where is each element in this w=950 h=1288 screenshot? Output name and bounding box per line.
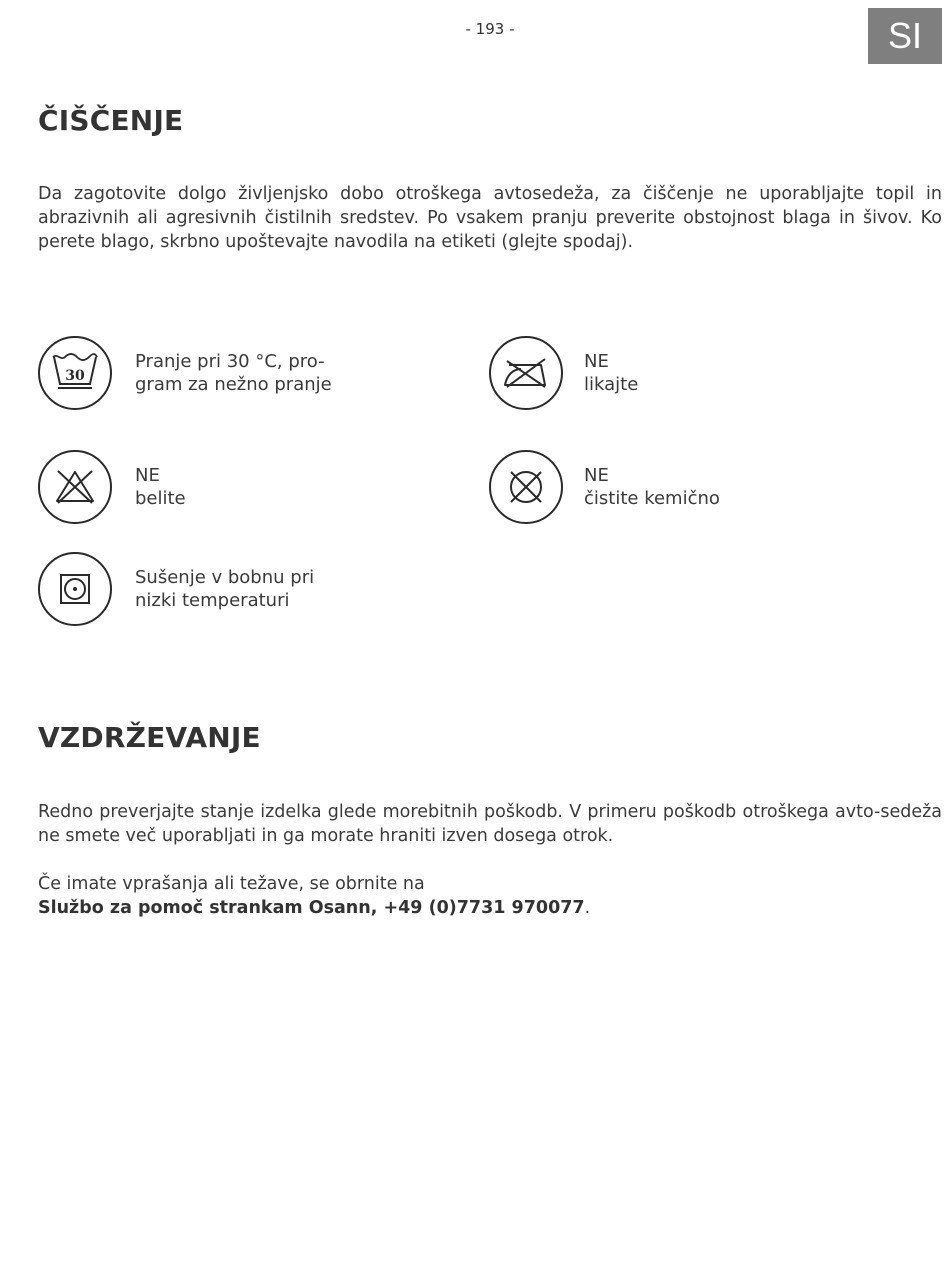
section-title-maintenance: VZDRŽEVANJE [38, 721, 261, 754]
care-label-line: belite [135, 488, 186, 509]
care-label-line: gram za nežno pranje [135, 374, 332, 395]
care-label-line: likajte [584, 374, 639, 395]
care-label-line: Pranje pri 30 °C, pro- [135, 351, 325, 372]
cleaning-paragraph: Da zagotovite dolgo življenjsko dobo otroškega avtosedeža, za čiščenje ne uporabljajte topil in abrazivnih ali agresivnih čistilnih sredstev. Po vsakem pranju preverite obstojnost blaga in šivov. Ko perete blago, skrbno upoštevajte navodila na etiketi (glejte spodaj). [38, 184, 942, 252]
care-label [135, 464, 186, 510]
contact-end: . [584, 898, 591, 918]
language-badge: SI [868, 8, 942, 64]
care-label [135, 566, 314, 612]
care-item-no-iron [489, 336, 638, 410]
care-item-tumble-dry [38, 552, 314, 626]
contact-intro: Če imate vprašanja ali težave, se obrnite na [38, 874, 425, 894]
do-not-dry-clean-icon [489, 450, 563, 524]
care-label-line: NE [584, 465, 609, 486]
care-item-no-dry-clean [489, 450, 720, 524]
do-not-iron-icon [489, 336, 563, 410]
maintenance-paragraph: Redno preverjajte stanje izdelka glede morebitnih poškodb. V primeru poškodb otroškega avto-sedeža ne smete več uporabljati in ga morate hraniti izven dosega otrok. [38, 802, 942, 846]
tumble-dry-low-icon [38, 552, 112, 626]
care-item-wash [38, 336, 332, 410]
care-item-no-bleach [38, 450, 186, 524]
wash-temperature: 30 [65, 368, 85, 384]
wash-30-gentle-icon [38, 336, 112, 410]
contact-service: Službo za pomoč strankam Osann, +49 (0)7731 970077 [38, 898, 585, 918]
contact-paragraph [38, 872, 942, 920]
care-label-line: Sušenje v bobnu pri [135, 567, 315, 588]
care-label-line: NE [584, 351, 609, 372]
care-label-line: čistite kemično [584, 488, 720, 509]
care-label [584, 464, 720, 510]
section-title-cleaning: ČIŠČENJE [38, 104, 184, 137]
care-label [584, 350, 638, 396]
do-not-bleach-icon [38, 450, 112, 524]
care-label [135, 350, 332, 396]
page-number: - 193 - [465, 20, 515, 38]
care-label-line: nizki temperaturi [135, 590, 290, 611]
care-label-line: NE [135, 465, 160, 486]
